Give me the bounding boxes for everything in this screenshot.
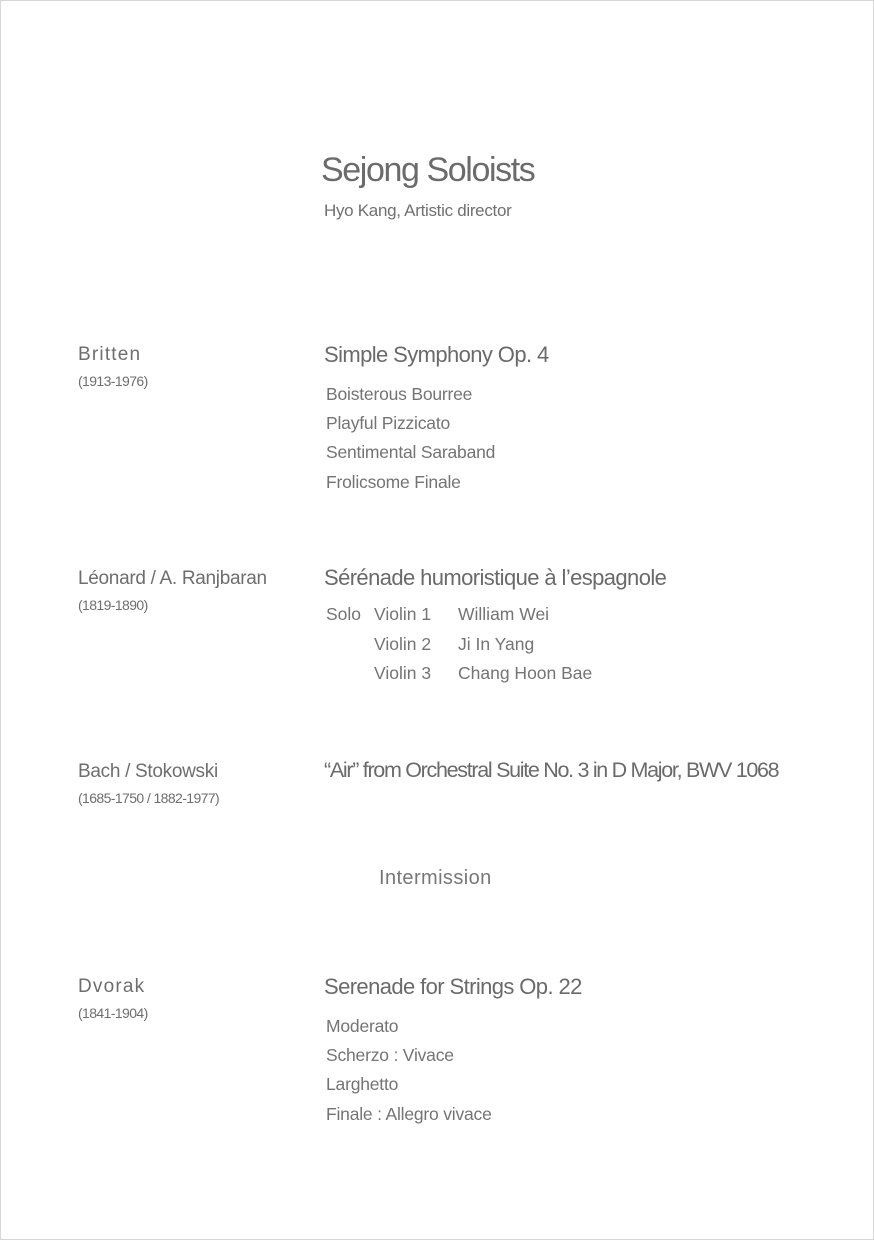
- movement-list-simple-symphony: [326, 380, 495, 497]
- movement-item: Moderato: [326, 1016, 399, 1036]
- movement-item: Scherzo : Vivace: [326, 1045, 454, 1066]
- work-title-simple-symphony: Simple Symphony Op. 4: [324, 342, 549, 367]
- soloist-part: Violin 1: [374, 604, 432, 624]
- movement-list-serenade-strings: [326, 1012, 492, 1129]
- composer-dates-leonard: (1819-1890): [78, 597, 148, 613]
- composer-britten: Britten: [78, 344, 142, 365]
- soloist-name: Ji In Yang: [458, 633, 535, 654]
- work-title-serenade-strings: Serenade for Strings Op. 22: [324, 974, 582, 999]
- soloist-name: William Wei: [458, 604, 550, 624]
- movement-item: Sentimental Saraband: [326, 442, 496, 463]
- composer-bach-stokowski: Bach / Stokowski: [78, 761, 218, 782]
- work-title-serenade-humoristique: Sérénade humoristique à l’espagnole: [324, 565, 667, 590]
- ensemble-name: Sejong Soloists: [321, 151, 535, 189]
- composer-dates-dvorak: (1841-1904): [78, 1005, 148, 1021]
- composer-dvorak: Dvorak: [78, 976, 146, 997]
- movement-item: Playful Pizzicato: [326, 413, 451, 434]
- intermission-label: Intermission: [379, 867, 492, 889]
- work-title-air: “Air” from Orchestral Suite No. 3 in D Major, BWV 1068: [324, 758, 779, 782]
- movement-item: Finale : Allegro vivace: [326, 1103, 492, 1124]
- soloist-part: Violin 3: [374, 663, 432, 683]
- movement-item: Larghetto: [326, 1074, 399, 1095]
- soloist-name: Chang Hoon Bae: [458, 663, 593, 683]
- composer-leonard-ranjbaran: Léonard / A. Ranjbaran: [78, 568, 267, 589]
- artistic-director: Hyo Kang, Artistic director: [324, 201, 512, 220]
- movement-item: Frolicsome Finale: [326, 471, 461, 492]
- solo-label: Solo: [326, 604, 362, 624]
- composer-dates-bach-stokowski: (1685-1750 / 1882-1977): [78, 790, 220, 806]
- composer-dates-britten: (1913-1976): [78, 373, 148, 389]
- soloist-part: Violin 2: [374, 633, 432, 654]
- movement-item: Boisterous Bourree: [326, 384, 473, 404]
